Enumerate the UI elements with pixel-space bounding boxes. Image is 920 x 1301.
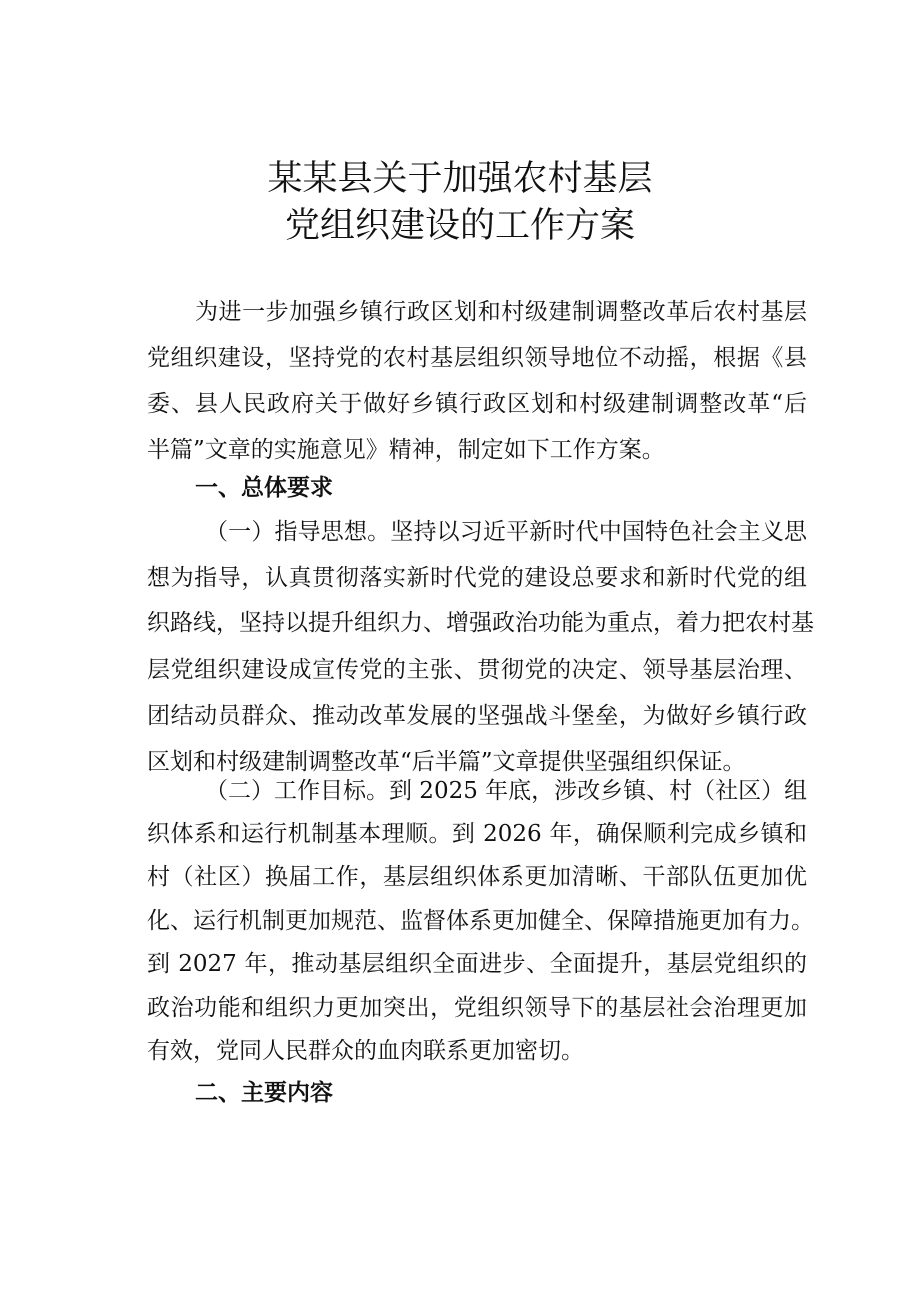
guiding-line: 想为指导，认真贯彻落实新时代党的建设总要求和新时代党的组 — [147, 565, 807, 591]
intro-line: 委、县人民政府关于做好乡镇行政区划和村级建制调整改革“后 — [147, 391, 807, 417]
goals-line: 村（社区）换届工作，基层组织体系更加清晰、干部队伍更加优 — [147, 864, 807, 890]
guiding-line: 团结动员群众、推动改革发展的坚强战斗堡垒，为做好乡镇行政 — [147, 703, 807, 729]
guiding-line: （一）指导思想。坚持以习近平新时代中国特色社会主义思 — [205, 519, 807, 545]
intro-line: 党组织建设，坚持党的农村基层组织领导地位不动摇，根据《县 — [147, 345, 807, 371]
goals-line: 政治功能和组织力更加突出，党组织领导下的基层社会治理更加 — [147, 995, 807, 1021]
guiding-line: 区划和村级建制调整改革“后半篇”文章提供坚强组织保证。 — [147, 749, 746, 775]
section-heading: 二、主要内容 — [195, 1080, 333, 1106]
goals-line: 化、运行机制更加规范、监督体系更加健全、保障措施更加有力。 — [147, 908, 814, 934]
guiding-line: 层党组织建设成宣传党的主张、贯彻党的决定、领导基层治理、 — [147, 657, 807, 683]
document-title-line-1: 某某县关于加强农村基层 — [267, 159, 653, 199]
document-title-line-2: 党组织建设的工作方案 — [284, 206, 635, 246]
guiding-line: 织路线，坚持以提升组织力、增强政治功能为重点，着力把农村基 — [147, 610, 814, 636]
goals-line: （二）工作目标。到 2025 年底，涉改乡镇、村（社区）组 — [205, 778, 808, 804]
goals-line: 织体系和运行机制基本理顺。到 2026 年，确保顺利完成乡镇和 — [147, 821, 807, 847]
intro-line: 半篇”文章的实施意见》精神，制定如下工作方案。 — [147, 437, 665, 463]
goals-line: 到 2027 年，推动基层组织全面进步、全面提升，基层党组织的 — [147, 951, 807, 977]
section-heading: 一、总体要求 — [195, 475, 333, 501]
intro-line: 为进一步加强乡镇行政区划和村级建制调整改革后农村基层 — [195, 299, 807, 325]
goals-line: 有效，党同人民群众的血肉联系更加密切。 — [147, 1038, 584, 1064]
